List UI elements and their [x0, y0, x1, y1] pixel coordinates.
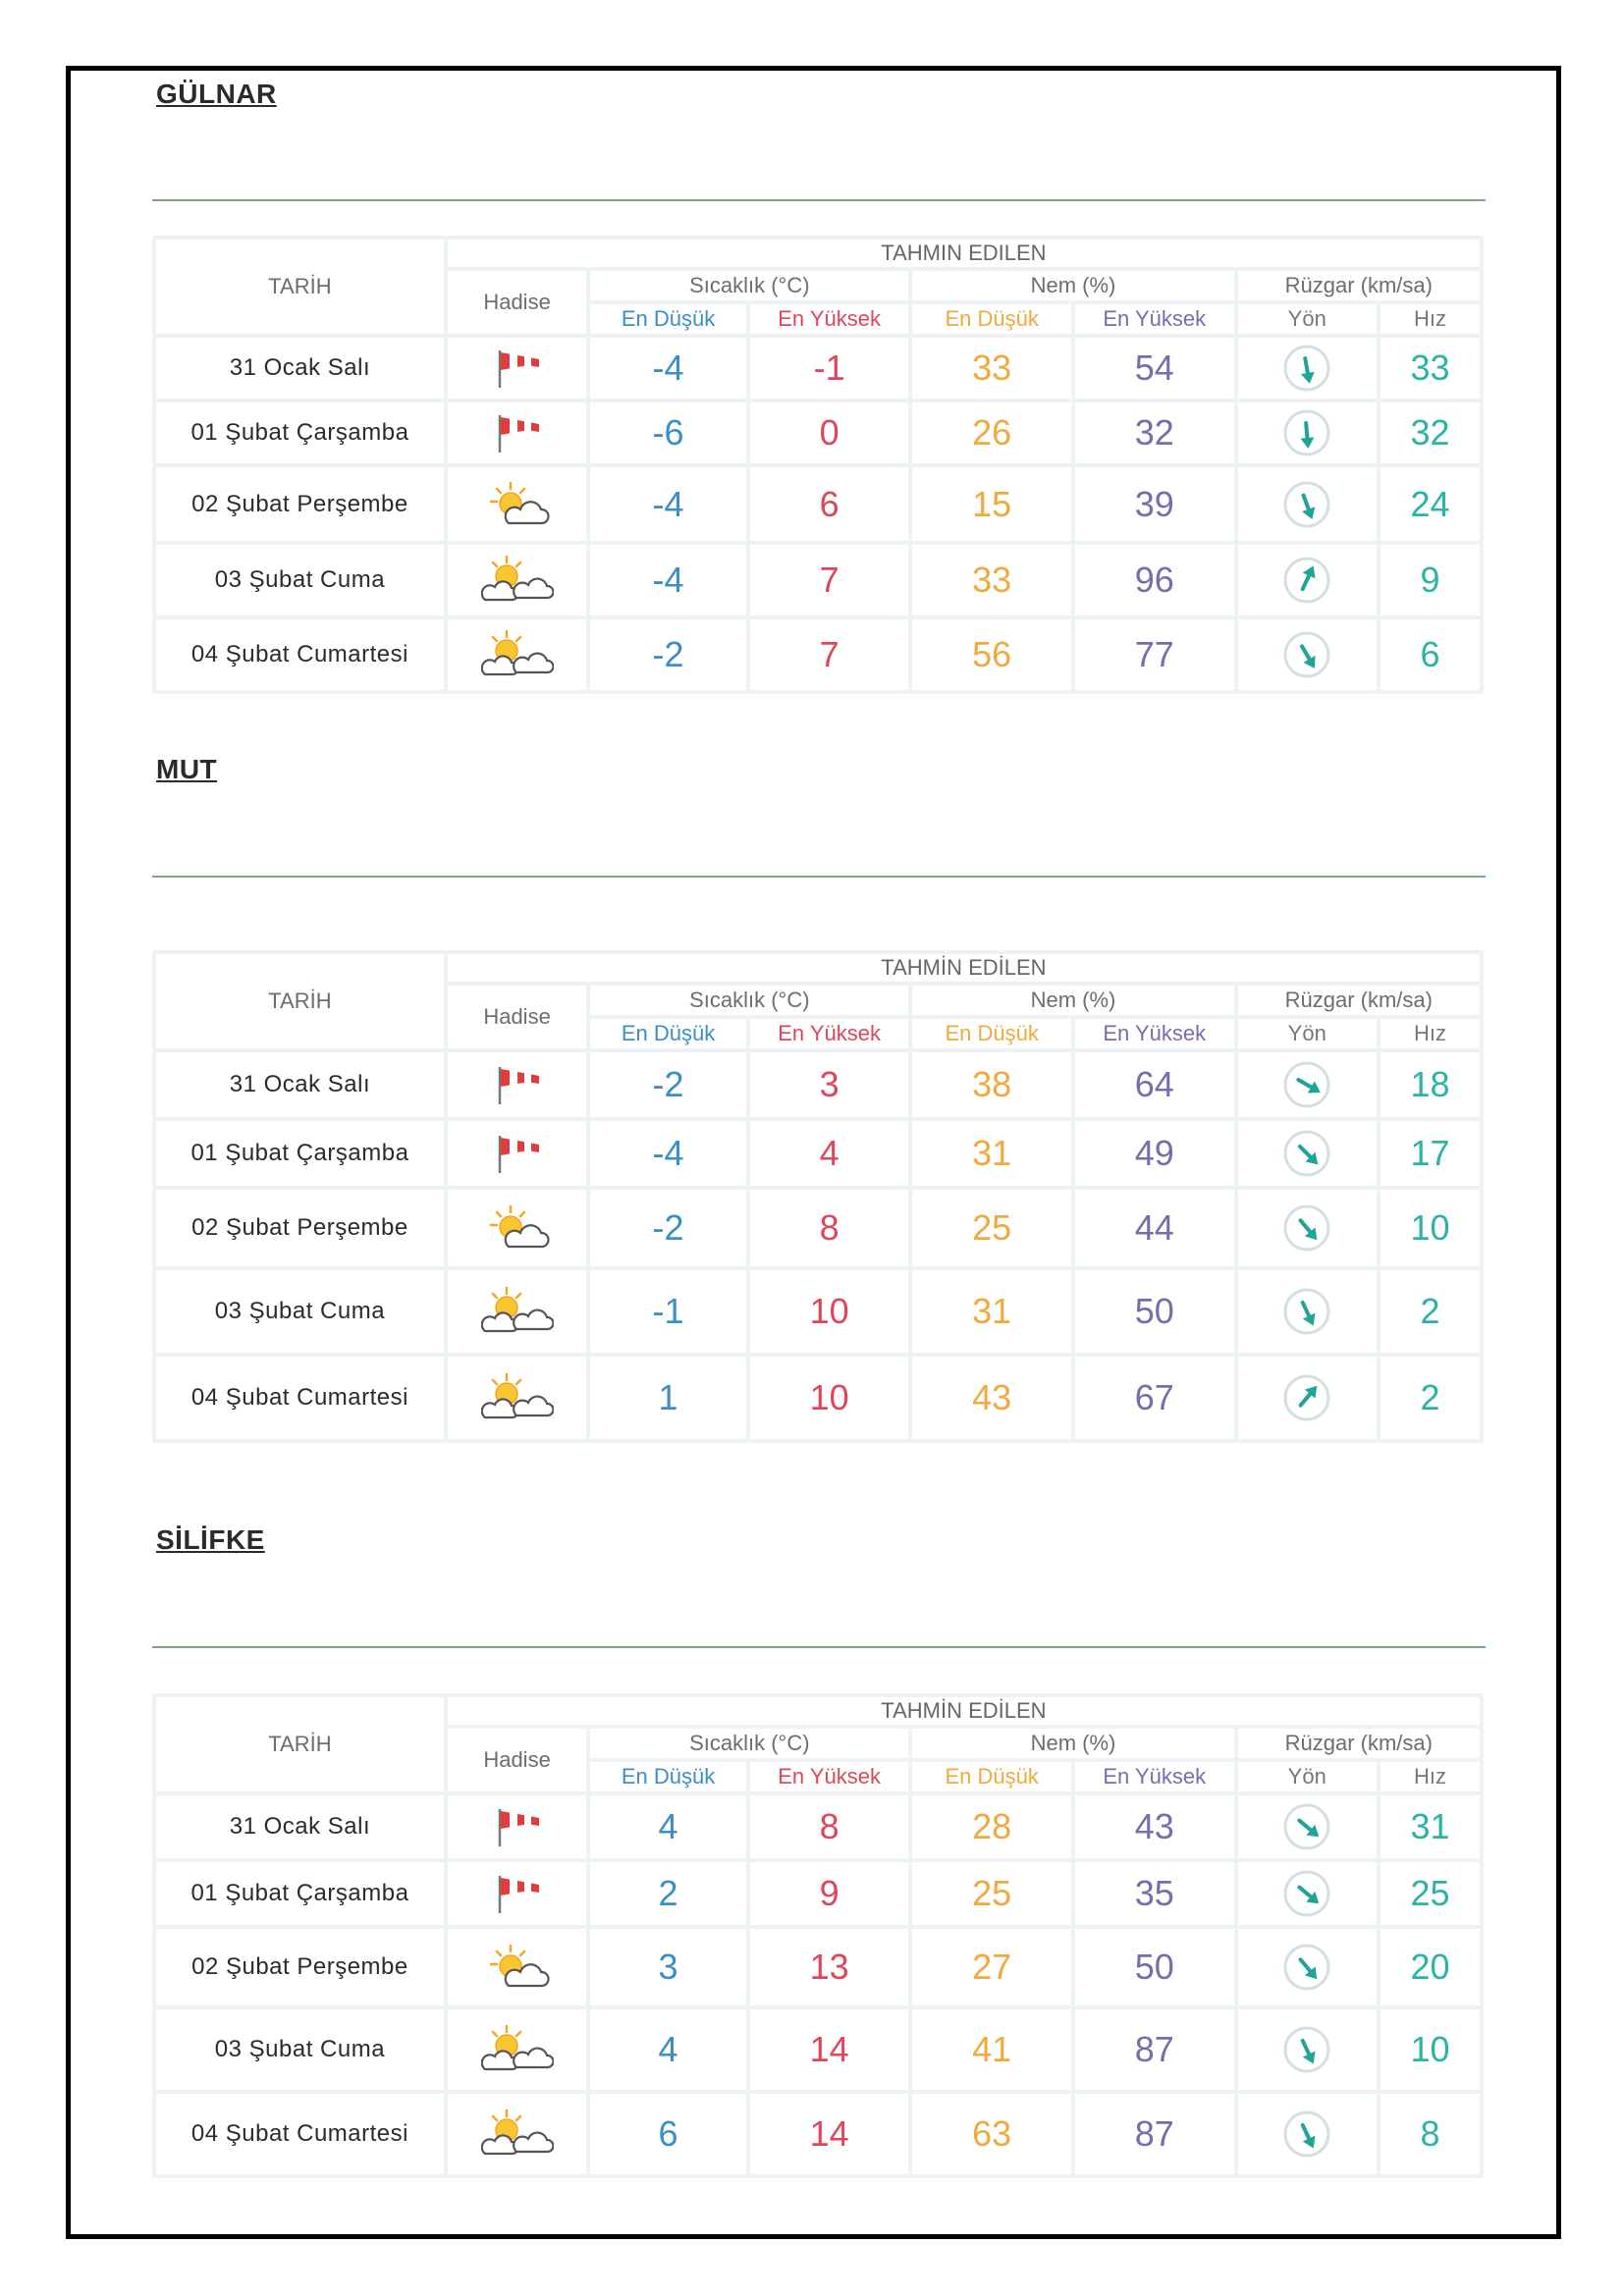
date-cell: 04 Şubat Cumartesi	[156, 1357, 444, 1439]
windsock-icon	[448, 338, 586, 399]
sun-clouds-icon	[448, 1270, 586, 1353]
predicted-header: TAHMIN EDILEN	[448, 240, 1480, 267]
humidity-low-header: En Düşük	[912, 1019, 1071, 1048]
humidity-low-cell: 25	[912, 1190, 1071, 1266]
humidity-high-header: En Yüksek	[1075, 304, 1234, 334]
wind-header: Rüzgar (km/sa)	[1238, 986, 1480, 1015]
section-divider	[152, 876, 1486, 878]
humidity-high-cell: 87	[1075, 2009, 1234, 2090]
table-row	[156, 1270, 1480, 1353]
wind-direction-header: Yön	[1238, 1762, 1377, 1791]
column-header-event: Hadise	[448, 986, 586, 1048]
wind-direction-icon	[1238, 1121, 1377, 1186]
column-header-date: TARİH	[156, 1697, 444, 1791]
forecast-table	[152, 950, 1484, 1443]
humidity-high-cell: 96	[1075, 545, 1234, 615]
temperature-high-cell: 13	[750, 1929, 909, 2005]
temperature-low-cell: -2	[590, 1190, 746, 1266]
date-cell: 03 Şubat Cuma	[156, 2009, 444, 2090]
humidity-high-cell: 67	[1075, 1357, 1234, 1439]
wind-speed-cell: 10	[1380, 2009, 1480, 2090]
temperature-high-cell: 3	[750, 1052, 909, 1117]
date-cell: 04 Şubat Cumartesi	[156, 2094, 444, 2174]
sun-clouds-icon	[448, 2094, 586, 2174]
date-cell: 02 Şubat Perşembe	[156, 467, 444, 541]
temperature-low-cell: -4	[590, 1121, 746, 1186]
temperature-high-cell: 14	[750, 2094, 909, 2174]
column-header-date: TARİH	[156, 240, 444, 334]
wind-speed-cell: 17	[1380, 1121, 1480, 1186]
wind-speed-cell: 10	[1380, 1190, 1480, 1266]
temperature-low-header: En Düşük	[590, 1019, 746, 1048]
sun-clouds-icon	[448, 619, 586, 690]
temperature-low-cell: 4	[590, 2009, 746, 2090]
wind-direction-icon	[1238, 338, 1377, 399]
wind-direction-icon	[1238, 1862, 1377, 1925]
temperature-low-cell: -4	[590, 338, 746, 399]
column-header-event: Hadise	[448, 1729, 586, 1791]
table-row	[156, 2094, 1480, 2174]
temperature-low-header: En Düşük	[590, 304, 746, 334]
partly-cloudy-icon	[448, 1190, 586, 1266]
wind-direction-header: Yön	[1238, 304, 1377, 334]
date-cell: 01 Şubat Çarşamba	[156, 1862, 444, 1925]
humidity-header: Nem (%)	[912, 1729, 1233, 1758]
temperature-high-cell: 10	[750, 1270, 909, 1353]
humidity-low-cell: 43	[912, 1357, 1071, 1439]
sun-clouds-icon	[448, 1357, 586, 1439]
humidity-high-cell: 39	[1075, 467, 1234, 541]
temperature-high-cell: 10	[750, 1357, 909, 1439]
wind-speed-cell: 24	[1380, 467, 1480, 541]
humidity-high-header: En Yüksek	[1075, 1019, 1234, 1048]
humidity-low-cell: 31	[912, 1121, 1071, 1186]
humidity-high-cell: 49	[1075, 1121, 1234, 1186]
temperature-low-cell: -6	[590, 402, 746, 463]
wind-direction-icon	[1238, 1052, 1377, 1117]
humidity-low-cell: 33	[912, 545, 1071, 615]
humidity-high-cell: 43	[1075, 1795, 1234, 1858]
wind-direction-header: Yön	[1238, 1019, 1377, 1048]
humidity-high-cell: 87	[1075, 2094, 1234, 2174]
table-row	[156, 2009, 1480, 2090]
humidity-low-cell: 33	[912, 338, 1071, 399]
temperature-high-cell: 8	[750, 1190, 909, 1266]
wind-direction-icon	[1238, 1190, 1377, 1266]
humidity-high-cell: 44	[1075, 1190, 1234, 1266]
date-cell: 04 Şubat Cumartesi	[156, 619, 444, 690]
forecast-table	[152, 236, 1484, 694]
table-row	[156, 1862, 1480, 1925]
humidity-high-cell: 77	[1075, 619, 1234, 690]
humidity-low-header: En Düşük	[912, 304, 1071, 334]
city-title: MUT	[156, 754, 218, 784]
temperature-high-cell: 6	[750, 467, 909, 541]
wind-speed-cell: 2	[1380, 1270, 1480, 1353]
table-row	[156, 1929, 1480, 2005]
section-divider	[152, 1646, 1486, 1648]
temperature-high-header: En Yüksek	[750, 1762, 909, 1791]
humidity-high-cell: 54	[1075, 338, 1234, 399]
humidity-low-cell: 26	[912, 402, 1071, 463]
humidity-high-cell: 32	[1075, 402, 1234, 463]
humidity-high-cell: 50	[1075, 1270, 1234, 1353]
temperature-high-cell: 7	[750, 545, 909, 615]
temperature-low-cell: -1	[590, 1270, 746, 1353]
wind-header: Rüzgar (km/sa)	[1238, 271, 1480, 300]
table-row	[156, 1795, 1480, 1858]
date-cell: 02 Şubat Perşembe	[156, 1190, 444, 1266]
temperature-low-cell: -4	[590, 545, 746, 615]
table-row	[156, 619, 1480, 690]
temperature-low-cell: 2	[590, 1862, 746, 1925]
date-cell: 01 Şubat Çarşamba	[156, 1121, 444, 1186]
temperature-high-cell: -1	[750, 338, 909, 399]
date-cell: 31 Ocak Salı	[156, 1795, 444, 1858]
temperature-low-cell: 1	[590, 1357, 746, 1439]
table-row	[156, 1121, 1480, 1186]
temperature-header: Sıcaklık (°C)	[590, 986, 908, 1015]
wind-direction-icon	[1238, 1357, 1377, 1439]
column-header-date: TARİH	[156, 954, 444, 1048]
humidity-low-cell: 63	[912, 2094, 1071, 2174]
wind-speed-cell: 18	[1380, 1052, 1480, 1117]
wind-speed-cell: 25	[1380, 1862, 1480, 1925]
temperature-low-cell: -2	[590, 619, 746, 690]
predicted-header: TAHMİN EDİLEN	[448, 1697, 1480, 1725]
windsock-icon	[448, 1862, 586, 1925]
wind-header: Rüzgar (km/sa)	[1238, 1729, 1480, 1758]
wind-speed-cell: 20	[1380, 1929, 1480, 2005]
humidity-low-cell: 28	[912, 1795, 1071, 1858]
temperature-low-cell: -4	[590, 467, 746, 541]
table-row	[156, 1052, 1480, 1117]
table-row	[156, 402, 1480, 463]
wind-speed-cell: 31	[1380, 1795, 1480, 1858]
partly-cloudy-icon	[448, 467, 586, 541]
windsock-icon	[448, 1795, 586, 1858]
temperature-low-cell: -2	[590, 1052, 746, 1117]
forecast-table	[152, 1693, 1484, 2178]
section-divider	[152, 199, 1486, 201]
table-row	[156, 467, 1480, 541]
wind-speed-cell: 32	[1380, 402, 1480, 463]
temperature-low-cell: 6	[590, 2094, 746, 2174]
temperature-high-header: En Yüksek	[750, 1019, 909, 1048]
date-cell: 03 Şubat Cuma	[156, 545, 444, 615]
wind-direction-icon	[1238, 402, 1377, 463]
date-cell: 01 Şubat Çarşamba	[156, 402, 444, 463]
temperature-high-header: En Yüksek	[750, 304, 909, 334]
temperature-high-cell: 4	[750, 1121, 909, 1186]
city-title: SİLİFKE	[156, 1524, 265, 1555]
windsock-icon	[448, 402, 586, 463]
predicted-header: TAHMİN EDİLEN	[448, 954, 1480, 982]
wind-direction-icon	[1238, 1270, 1377, 1353]
humidity-high-header: En Yüksek	[1075, 1762, 1234, 1791]
wind-direction-icon	[1238, 2009, 1377, 2090]
wind-direction-icon	[1238, 1929, 1377, 2005]
wind-direction-icon	[1238, 467, 1377, 541]
table-row	[156, 1357, 1480, 1439]
temperature-low-cell: 4	[590, 1795, 746, 1858]
humidity-low-cell: 31	[912, 1270, 1071, 1353]
date-cell: 03 Şubat Cuma	[156, 1270, 444, 1353]
humidity-header: Nem (%)	[912, 271, 1233, 300]
temperature-low-header: En Düşük	[590, 1762, 746, 1791]
wind-speed-header: Hız	[1380, 1019, 1480, 1048]
temperature-low-cell: 3	[590, 1929, 746, 2005]
sun-clouds-icon	[448, 2009, 586, 2090]
temperature-header: Sıcaklık (°C)	[590, 271, 908, 300]
wind-speed-cell: 2	[1380, 1357, 1480, 1439]
table-row	[156, 545, 1480, 615]
humidity-high-cell: 64	[1075, 1052, 1234, 1117]
column-header-event: Hadise	[448, 271, 586, 334]
humidity-low-header: En Düşük	[912, 1762, 1071, 1791]
windsock-icon	[448, 1052, 586, 1117]
temperature-high-cell: 9	[750, 1862, 909, 1925]
humidity-header: Nem (%)	[912, 986, 1233, 1015]
windsock-icon	[448, 1121, 586, 1186]
wind-speed-cell: 33	[1380, 338, 1480, 399]
date-cell: 31 Ocak Salı	[156, 338, 444, 399]
wind-direction-icon	[1238, 1795, 1377, 1858]
city-title: GÜLNAR	[156, 79, 277, 109]
humidity-low-cell: 41	[912, 2009, 1071, 2090]
wind-speed-cell: 6	[1380, 619, 1480, 690]
table-row	[156, 338, 1480, 399]
date-cell: 31 Ocak Salı	[156, 1052, 444, 1117]
wind-speed-cell: 8	[1380, 2094, 1480, 2174]
wind-direction-icon	[1238, 2094, 1377, 2174]
temperature-high-cell: 7	[750, 619, 909, 690]
date-cell: 02 Şubat Perşembe	[156, 1929, 444, 2005]
wind-direction-icon	[1238, 545, 1377, 615]
humidity-low-cell: 38	[912, 1052, 1071, 1117]
humidity-high-cell: 35	[1075, 1862, 1234, 1925]
temperature-header: Sıcaklık (°C)	[590, 1729, 908, 1758]
humidity-low-cell: 56	[912, 619, 1071, 690]
wind-speed-cell: 9	[1380, 545, 1480, 615]
table-row	[156, 1190, 1480, 1266]
wind-speed-header: Hız	[1380, 304, 1480, 334]
humidity-high-cell: 50	[1075, 1929, 1234, 2005]
temperature-high-cell: 8	[750, 1795, 909, 1858]
wind-speed-header: Hız	[1380, 1762, 1480, 1791]
humidity-low-cell: 15	[912, 467, 1071, 541]
humidity-low-cell: 27	[912, 1929, 1071, 2005]
partly-cloudy-icon	[448, 1929, 586, 2005]
humidity-low-cell: 25	[912, 1862, 1071, 1925]
sun-clouds-icon	[448, 545, 586, 615]
temperature-high-cell: 0	[750, 402, 909, 463]
temperature-high-cell: 14	[750, 2009, 909, 2090]
wind-direction-icon	[1238, 619, 1377, 690]
